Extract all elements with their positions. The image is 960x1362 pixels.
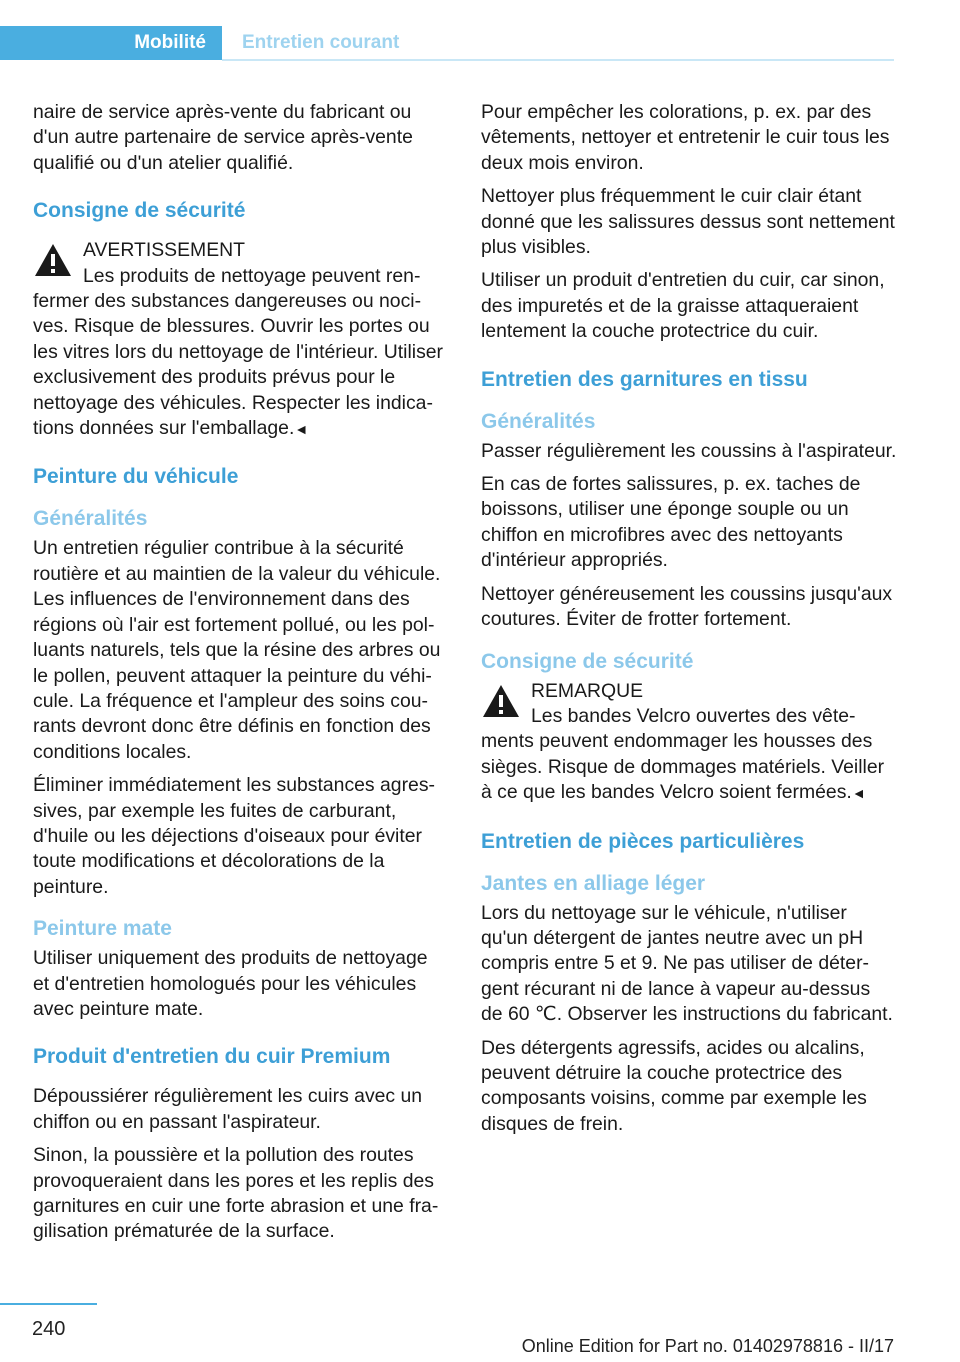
paragraph: Utiliser un produit d'entretien du cuir, car sinon, des impuretés et de la graisse attaqueraient lentement la couche protectrice du cuir. bbox=[481, 269, 885, 343]
header-divider bbox=[222, 59, 894, 61]
heading-fabric: Entretien des garnitures en tissu bbox=[481, 367, 808, 391]
paragraph: Un entretien régulier contribue à la sécurité routière et au maintien de la valeur du véhicule. Les influences de l'environnement dans des régions où l'air est fortement pollué, ou les polluants naturels, tels que la résine des arbres ou le pollen, peuvent attaquer la peinture du véhicule. La fréquence et l'ampleur des soins courants devront donc être définis en fonction des conditions locales. bbox=[33, 537, 441, 763]
warning-text: Les produits de nettoyage peuvent renfermer des substances dangereuses ou nocives. Risque de blessures. Ouvrir les portes ou les vitres lors du nettoyage de l'intérieur. Utiliser exclusivement des produits prévus pour le nettoyage des véhicules. Respecter les indications données sur l'emballage. bbox=[33, 264, 444, 440]
paragraph: Sinon, la poussière et la pollution des routes provoqueraient dans les pores et les replis des garnitures en cuir une forte abrasion et une fragilisation prématurée de la surface. bbox=[33, 1144, 439, 1243]
paragraph: Nettoyer plus fréquemment le cuir clair étant donné que les salissures dessus sont nettement plus visibles. bbox=[481, 185, 895, 259]
paragraph: Passer régulièrement les coussins à l'aspirateur. bbox=[481, 439, 897, 462]
paragraph: Des détergents agressifs, acides ou alcalins, peuvent détruire la couche protectrice des composants voisins, comme par exemple les disques de frein. bbox=[481, 1036, 867, 1135]
subheading-safety: Consigne de sécurité bbox=[481, 649, 694, 673]
paragraph: Lors du nettoyage sur le véhicule, n'utiliser qu'un détergent de jantes neutre avec un pH compris entre 5 et 9. Ne pas utiliser de détergent récurant ni de lance à vapeur au-dessus de 60 ℃. Observer les instructions du fabricant. bbox=[481, 901, 893, 1026]
edition-footer: Online Edition for Part no. 01402978816 - II/17 bbox=[521, 1336, 894, 1356]
subheading-rims: Jantes en alliage léger bbox=[481, 871, 706, 895]
subsection-label: Entretien courant bbox=[242, 32, 400, 53]
warning-triangle-icon bbox=[481, 683, 521, 719]
section-tab bbox=[0, 26, 222, 60]
subheading-matte: Peinture mate bbox=[33, 917, 172, 941]
paragraph: En cas de fortes salissures, p. ex. taches de boissons, utiliser une éponge souple ou un chiffon en microfibres avec des nettoyants d'intérieur appropriés. bbox=[481, 473, 861, 572]
warning-triangle-icon bbox=[33, 242, 73, 278]
paragraph: Nettoyer généreusement les coussins jusqu'aux coutures. Éviter de frotter fortement. bbox=[481, 582, 893, 631]
section-label: Mobilité bbox=[134, 32, 206, 53]
warning-title: AVERTISSEMENT bbox=[83, 239, 245, 262]
paragraph: Utiliser uniquement des produits de nettoyage et d'entretien homologués pour les véhicules avec peinture mate. bbox=[33, 947, 428, 1020]
end-mark: ◄ bbox=[294, 421, 309, 438]
heading-safety: Consigne de sécurité bbox=[33, 199, 246, 223]
page-number: 240 bbox=[32, 1318, 66, 1340]
paragraph: naire de service après-vente du fabricant ou d'un autre partenaire de service après-vente qualifié ou d'un atelier qualifié. bbox=[33, 101, 413, 174]
subsection-tab bbox=[242, 26, 399, 60]
footer-divider bbox=[0, 1303, 97, 1305]
paragraph: Éliminer immédiatement les substances agressives, par exemple les fuites de carburant, d'huile ou les déjections d'oiseaux pour éviter toute modifications et décolorations de la peinture. bbox=[33, 774, 435, 898]
notice-title: REMARQUE bbox=[531, 679, 644, 702]
heading-parts: Entretien de pièces particulières bbox=[481, 829, 805, 853]
heading-leather: Produit d'entretien du cuir Premium bbox=[33, 1045, 391, 1069]
notice-box bbox=[481, 679, 897, 807]
subheading-general: Généralités bbox=[481, 409, 596, 433]
subheading-general: Généralités bbox=[33, 507, 148, 531]
notice-text: Les bandes Velcro ouvertes des vêtements peuvent endommager les housses des sièges. Risque de dommages matériels. Veiller à ce que les bandes Velcro soient fermées. bbox=[481, 704, 885, 804]
right-column bbox=[481, 100, 897, 1145]
end-mark: ◄ bbox=[851, 785, 866, 802]
page-header bbox=[0, 26, 960, 60]
paragraph: Dépoussiérer régulièrement les cuirs avec un chiffon ou en passant l'aspirateur. bbox=[33, 1085, 423, 1133]
warning-box bbox=[33, 238, 449, 442]
paragraph: Pour empêcher les colorations, p. ex. par des vêtements, nettoyer et entretenir le cuir tous les deux mois environ. bbox=[481, 101, 890, 174]
heading-paint: Peinture du véhicule bbox=[33, 465, 239, 489]
left-column bbox=[33, 100, 449, 1253]
